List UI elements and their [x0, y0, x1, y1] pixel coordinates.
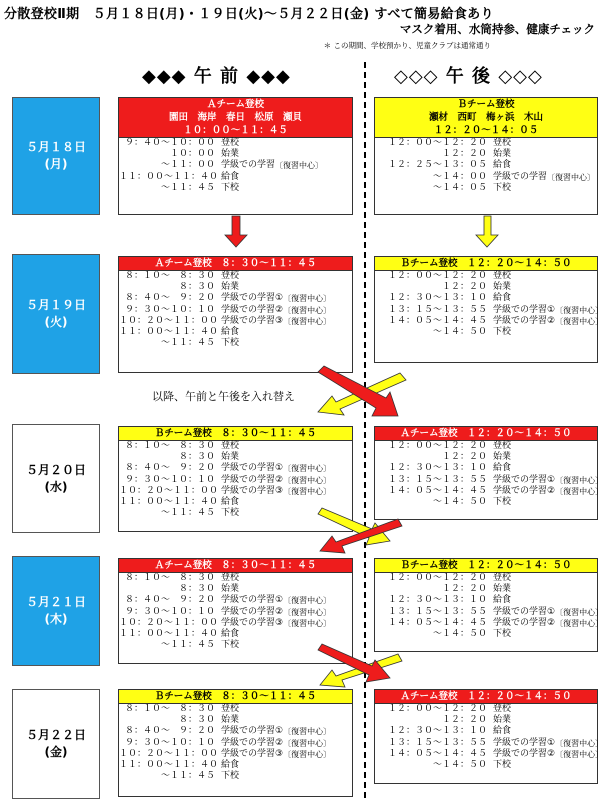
- row-time: １２：００～１２：２０: [387, 271, 487, 281]
- day-date: ５月１９日: [25, 298, 86, 312]
- row-activity: 給食: [221, 760, 240, 771]
- row-time: ９：３０～１０：１０: [124, 474, 215, 485]
- down-arrow-red: [225, 216, 247, 247]
- row-activity: 下校: [493, 497, 512, 508]
- row-activity: 学級での学習①: [493, 606, 556, 617]
- day-weekday: (火): [44, 315, 68, 329]
- row-note: 〔復習中心〕: [555, 618, 604, 628]
- row-activity: 学級での学習①: [221, 293, 284, 304]
- row-note: 〔復習中心〕: [555, 305, 604, 315]
- row-activity: 給食: [221, 629, 240, 640]
- row-activity: 始業: [493, 149, 512, 160]
- row-activity: 給食: [493, 160, 512, 171]
- row-activity: 下校: [493, 327, 512, 338]
- row-time: １２：３０～１３：１０: [387, 293, 487, 304]
- row-activity: 学級での学習①: [493, 737, 556, 748]
- row-time: １０：００: [169, 149, 215, 160]
- page-title: 分散登校Ⅱ期 ５月１８日(月)・１９日(火)～５月２２日(金) すべて簡易給食あり: [4, 7, 494, 22]
- row-activity: 下校: [221, 338, 240, 349]
- row-activity: 学級での学習: [221, 160, 276, 171]
- row-time: １２：２０: [441, 452, 487, 463]
- row-time: １１：００～１１：４０: [119, 497, 219, 508]
- row-note: 〔復習中心〕: [555, 749, 604, 759]
- row-activity: 登校: [493, 573, 512, 583]
- row-time: １２：２０: [441, 584, 487, 595]
- row-note: 〔復習中心〕: [275, 161, 324, 171]
- row-activity: 学級での学習②: [221, 606, 284, 617]
- row-time: ～１４：５０: [432, 327, 487, 338]
- row-activity: 下校: [221, 182, 240, 193]
- day-date: ５月２０日: [25, 462, 86, 477]
- row-time: １２：００～１２：２０: [387, 441, 487, 451]
- day-date: ５月２２日: [25, 728, 86, 742]
- row-time: ～１１：００: [160, 160, 215, 171]
- row-activity: 学級での学習③: [221, 485, 284, 496]
- row-time: １３：１５～１３：５５: [387, 474, 487, 485]
- row-activity: 登校: [221, 138, 240, 148]
- row-note: 〔復習中心〕: [555, 316, 604, 326]
- row-activity: 給食: [221, 327, 240, 338]
- session-time: １０：００～１１：４５: [183, 125, 288, 136]
- row-note: 〔復習中心〕: [283, 738, 332, 748]
- row-activity: 学級での学習③: [221, 748, 284, 759]
- row-activity: 学級での学習①: [221, 463, 284, 474]
- row-activity: 学級での学習①: [221, 726, 284, 737]
- row-activity: 給食: [221, 171, 240, 182]
- page-note: ＊ この期間、学校預かり、児童クラブは通常通り: [323, 41, 491, 50]
- row-activity: 学級での学習②: [493, 748, 556, 759]
- row-time: １１：００～１１：４０: [119, 629, 219, 640]
- row-activity: 給食: [221, 497, 240, 508]
- row-activity: 登校: [221, 573, 240, 583]
- row-time: ８：４０～ ９：２０: [124, 293, 215, 304]
- row-activity: 学級での学習②: [221, 474, 284, 485]
- row-activity: 始業: [221, 452, 240, 463]
- row-time: ８：４０～ ９：２０: [124, 726, 215, 737]
- row-activity: 始業: [493, 584, 512, 595]
- row-note: 〔復習中心〕: [283, 727, 332, 737]
- session-title: Ａチーム登校 １２：２０～１４：５０: [400, 691, 572, 702]
- row-time: ～１１：４５: [160, 508, 215, 519]
- row-time: １２：００～１２：２０: [387, 573, 487, 583]
- session-title: Ｂチーム登校 ８：３０～１１：４５: [154, 428, 317, 439]
- day-weekday: (木): [44, 612, 68, 626]
- row-activity: 登校: [493, 704, 512, 714]
- row-time: ８：１０～ ８：３０: [124, 441, 215, 451]
- session-title: Ａチーム登校 ８：３０～１１：４５: [154, 258, 317, 269]
- row-time: ８：４０～ ９：２０: [124, 463, 215, 474]
- am-heading: ◆◆◆ 午 前 ◆◆◆: [142, 66, 291, 87]
- page-subtitle: マスク着用、水筒持参、健康チェック: [399, 22, 595, 36]
- row-time: １０：２０～１１：００: [119, 748, 219, 759]
- row-activity: 登校: [221, 704, 240, 714]
- day-date: ５月２１日: [25, 595, 86, 609]
- day-weekday: (月): [44, 157, 68, 171]
- row-activity: 下校: [221, 508, 240, 519]
- row-activity: 登校: [221, 271, 240, 281]
- row-time: １２：００～１２：２０: [387, 704, 487, 714]
- row-time: １１：００～１１：４０: [119, 760, 219, 771]
- row-time: １４：０５～１４：４５: [387, 315, 487, 326]
- row-activity: 学級での学習③: [221, 617, 284, 628]
- row-activity: 登校: [493, 441, 512, 451]
- row-time: ８：３０: [178, 715, 215, 726]
- row-activity: 登校: [493, 271, 512, 281]
- row-activity: 学級での学習②: [493, 315, 556, 326]
- row-activity: 始業: [493, 282, 512, 293]
- row-activity: 始業: [221, 715, 240, 726]
- row-activity: 下校: [493, 629, 512, 640]
- session-title: Ａチーム登校 １２：２０～１４：５０: [400, 428, 572, 439]
- swap-note: 以降、午前と午後を入れ替え: [152, 390, 295, 403]
- down-arrow-yellow: [476, 216, 498, 247]
- row-activity: 下校: [221, 640, 240, 651]
- row-activity: 学級での学習③: [221, 315, 284, 326]
- row-time: ９：３０～１０：１０: [124, 606, 215, 617]
- row-time: １２：３０～１３：１０: [387, 595, 487, 606]
- row-note: 〔復習中心〕: [555, 738, 604, 748]
- session-title: Ｂチーム登校 １２：２０～１４：５０: [400, 560, 572, 571]
- day-weekday: (金): [44, 745, 68, 759]
- row-time: １０：２０～１１：００: [119, 617, 219, 628]
- session-title: Ｂチーム登校 １２：２０～１４：５０: [400, 258, 572, 269]
- row-note: 〔復習中心〕: [283, 596, 332, 606]
- row-activity: 下校: [221, 771, 240, 782]
- row-time: ８：３０: [178, 584, 215, 595]
- session-title: Ｂチーム登校 ８：３０～１１：４５: [154, 691, 317, 702]
- row-time: ～１４：００: [432, 171, 487, 182]
- row-activity: 始業: [221, 584, 240, 595]
- row-activity: 下校: [493, 182, 512, 193]
- area-list: 園田 海岸 春日 松原 瀬貝: [168, 112, 302, 123]
- row-time: １３：１５～１３：５５: [387, 304, 487, 315]
- row-note: 〔復習中心〕: [283, 618, 332, 628]
- row-activity: 給食: [493, 463, 512, 474]
- day-date: ５月１８日: [25, 140, 86, 154]
- row-time: １４：０５～１４：４５: [387, 748, 487, 759]
- row-note: 〔復習中心〕: [555, 475, 604, 485]
- row-activity: 始業: [221, 282, 240, 293]
- day-weekday: (水): [44, 479, 68, 494]
- session-time: １２：２０～１４：０５: [433, 125, 539, 136]
- pm-heading: ◇◇◇ 午 後 ◇◇◇: [394, 66, 543, 87]
- row-time: ～１１：４５: [160, 182, 215, 193]
- team-label: Ｂチーム登校: [457, 99, 515, 110]
- row-time: ～１１：４５: [160, 771, 215, 782]
- row-time: ８：１０～ ８：３０: [124, 573, 215, 583]
- row-activity: 学級での学習②: [493, 485, 556, 496]
- row-time: １３：１５～１３：５５: [387, 606, 487, 617]
- row-time: ８：４０～ ９：２０: [124, 595, 215, 606]
- row-activity: 給食: [493, 293, 512, 304]
- row-time: ８：１０～ ８：３０: [124, 704, 215, 714]
- row-activity: 学級での学習①: [493, 304, 556, 315]
- row-activity: 始業: [221, 149, 240, 160]
- row-time: ～１４：５０: [432, 629, 487, 640]
- row-time: １１：００～１１：４０: [119, 327, 219, 338]
- row-note: 〔復習中心〕: [283, 607, 332, 617]
- row-note: 〔復習中心〕: [283, 475, 332, 485]
- row-note: 〔復習中心〕: [283, 305, 332, 315]
- row-time: １０：２０～１１：００: [119, 315, 219, 326]
- row-time: １１：００～１１：４０: [119, 171, 219, 182]
- row-time: ８：３０: [178, 452, 215, 463]
- row-time: ～１１：４５: [160, 640, 215, 651]
- row-time: ～１４：５０: [432, 760, 487, 771]
- row-note: 〔復習中心〕: [283, 294, 332, 304]
- row-activity: 登校: [221, 441, 240, 451]
- row-time: ～１４：０５: [432, 182, 487, 193]
- row-time: １３：１５～１３：５５: [387, 737, 487, 748]
- row-time: ～１１：４５: [160, 338, 215, 349]
- row-time: １２：２０: [441, 149, 487, 160]
- row-activity: 学級での学習①: [493, 474, 556, 485]
- row-time: ８：３０: [178, 282, 215, 293]
- row-time: １０：２０～１１：００: [119, 485, 219, 496]
- row-time: １２：３０～１３：１０: [387, 463, 487, 474]
- row-note: 〔復習中心〕: [283, 316, 332, 326]
- team-label: Ａチーム登校: [206, 99, 264, 110]
- row-time: １２：２０: [441, 282, 487, 293]
- row-activity: 給食: [493, 726, 512, 737]
- row-activity: 学級での学習②: [221, 304, 284, 315]
- row-time: ９：３０～１０：１０: [124, 737, 215, 748]
- row-activity: 学級での学習: [493, 171, 548, 182]
- row-time: １２：００～１２：２０: [387, 138, 487, 148]
- row-activity: 給食: [493, 595, 512, 606]
- row-note: 〔復習中心〕: [283, 749, 332, 759]
- row-activity: 始業: [493, 452, 512, 463]
- row-note: 〔復習中心〕: [555, 607, 604, 617]
- row-time: １２：２５～１３：０５: [387, 160, 487, 171]
- row-time: ８：１０～ ８：３０: [124, 271, 215, 281]
- row-activity: 学級での学習②: [221, 737, 284, 748]
- row-time: ～１４：５０: [432, 497, 487, 508]
- row-activity: 登校: [493, 138, 512, 148]
- row-note: 〔復習中心〕: [555, 486, 604, 496]
- row-time: １２：２０: [441, 715, 487, 726]
- session-title: Ａチーム登校 ８：３０～１１：４５: [154, 560, 317, 571]
- row-time: １４：０５～１４：４５: [387, 485, 487, 496]
- row-time: ９：３０～１０：１０: [124, 304, 215, 315]
- row-note: 〔復習中心〕: [547, 172, 596, 182]
- row-note: 〔復習中心〕: [283, 464, 332, 474]
- area-list: 瀬材 西町 梅ヶ浜 木山: [428, 112, 543, 123]
- row-activity: 下校: [493, 760, 512, 771]
- row-time: １４：０５～１４：４５: [387, 617, 487, 628]
- row-note: 〔復習中心〕: [283, 486, 332, 496]
- row-time: １２：３０～１３：１０: [387, 726, 487, 737]
- row-time: ９：４０～１０：００: [124, 138, 215, 148]
- row-activity: 学級での学習①: [221, 595, 284, 606]
- row-activity: 学級での学習②: [493, 617, 556, 628]
- row-activity: 始業: [493, 715, 512, 726]
